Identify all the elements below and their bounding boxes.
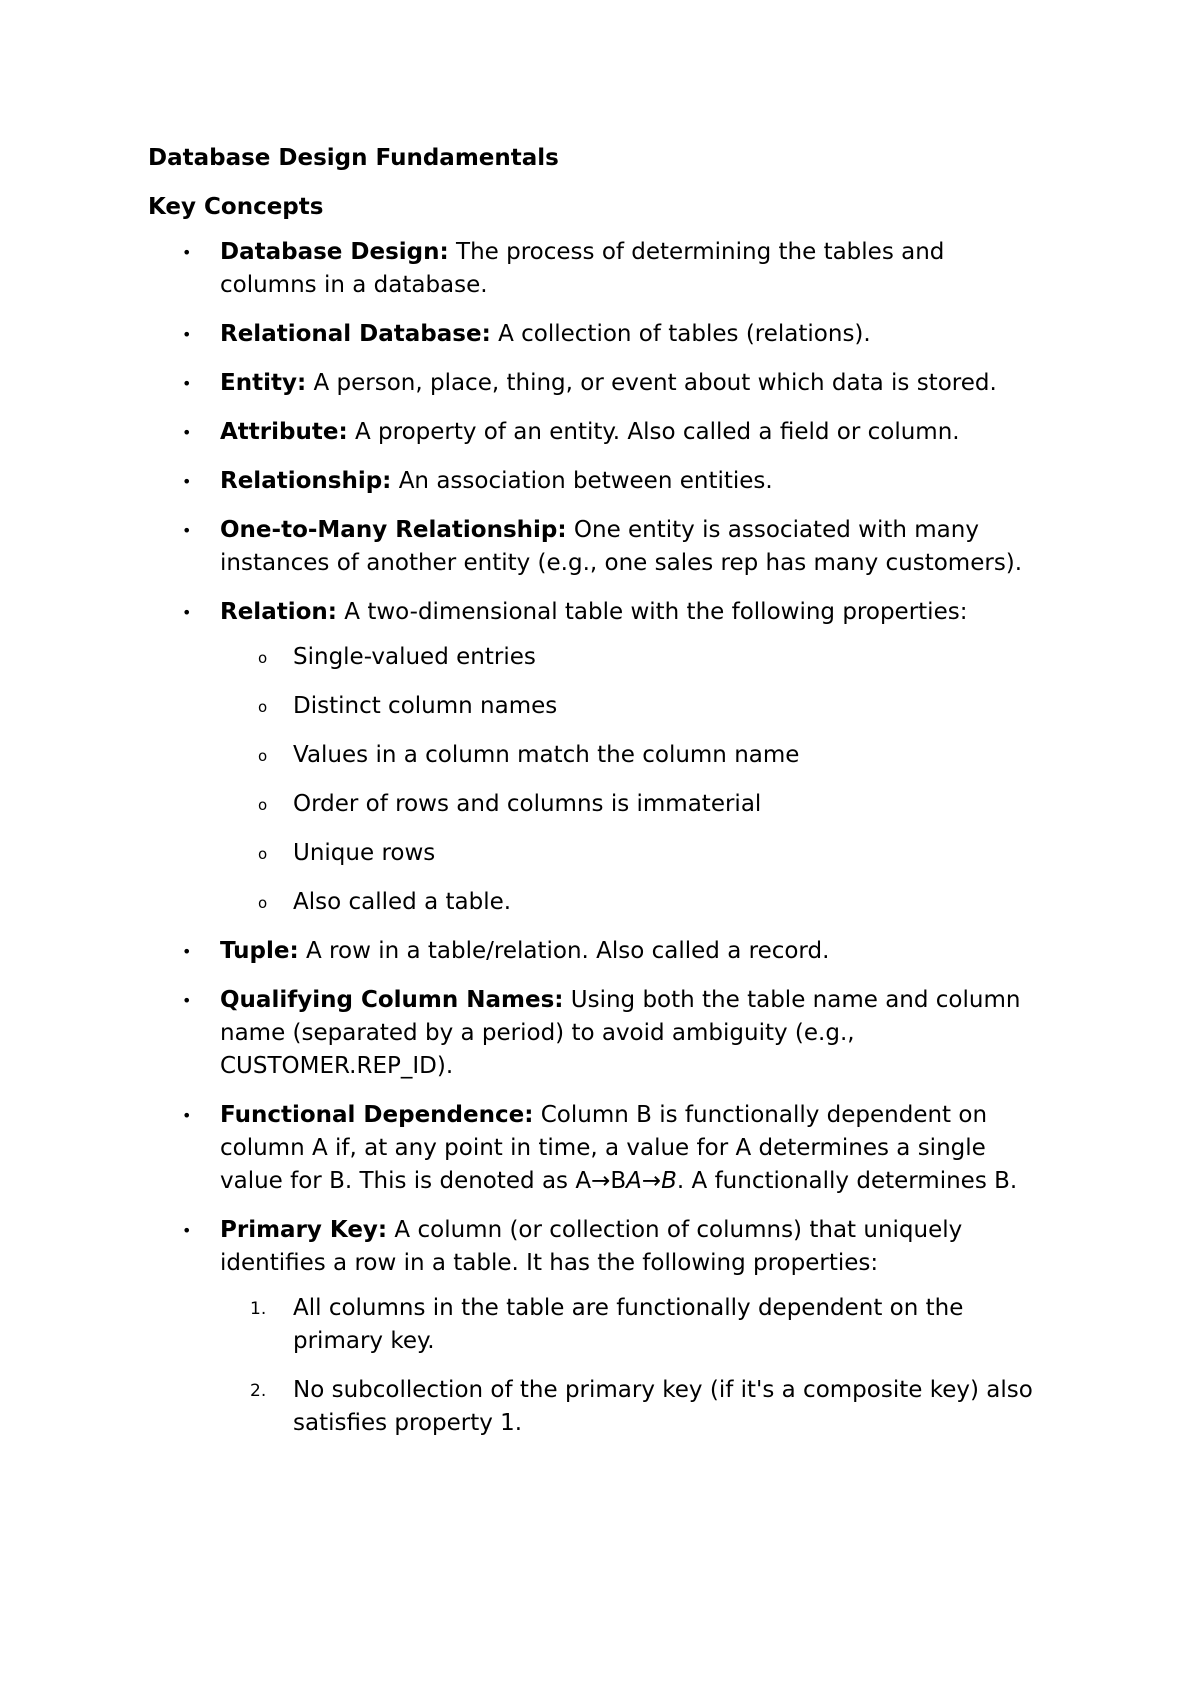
sub-list-item — [220, 837, 1048, 870]
term-label: Primary Key: — [220, 1217, 388, 1243]
term-label: Relational Database: — [220, 321, 491, 347]
bullet-icon: • — [182, 423, 192, 442]
term-label: Functional Dependence: — [220, 1102, 534, 1128]
term-label: Database Design: — [220, 239, 449, 265]
list-number: 2. — [250, 1381, 267, 1401]
sub-item-text: Distinct column names — [293, 693, 558, 719]
sub-list-item — [220, 739, 1048, 772]
list-item — [148, 984, 1048, 1083]
bullet-icon: • — [182, 243, 192, 262]
term-definition: An association between entities. — [391, 468, 773, 494]
list-item — [148, 935, 1048, 968]
bullet-icon: • — [182, 472, 192, 491]
section-heading: Key Concepts — [148, 194, 324, 220]
numbered-list-item — [220, 1292, 1048, 1358]
term-label: Relationship: — [220, 468, 392, 494]
sub-list-item — [220, 886, 1048, 919]
list-item — [148, 596, 1048, 919]
sub-bullet-icon: o — [258, 845, 268, 863]
sub-bullet-icon: o — [258, 894, 268, 912]
key-concepts-list — [148, 236, 1048, 1440]
term-definition: A row in a table/relation. Also called a record. — [298, 938, 830, 964]
term-label: One-to-Many Relationship: — [220, 517, 567, 543]
term-definition: A column (or collection of columns) that uniquely identifies a row in a table. It has the following properties: — [220, 1217, 963, 1276]
primary-key-properties-list — [220, 1292, 1048, 1440]
bullet-icon: • — [182, 374, 192, 393]
sub-bullet-icon: o — [258, 649, 268, 667]
sub-list-item — [220, 788, 1048, 821]
document-title: Database Design Fundamentals — [148, 145, 559, 171]
term-definition: Column B is functionally dependent on column A if, at any point in time, a value for A determines a single value for B. This is denoted as A→B — [220, 1102, 988, 1194]
term-label: Relation: — [220, 599, 337, 625]
numbered-item-text: All columns in the table are functionally dependent on the primary key. — [293, 1295, 964, 1354]
term-definition: One entity is associated with many instances of another entity (e.g., one sales rep has many customers). — [220, 517, 1023, 576]
bullet-icon: • — [182, 991, 192, 1010]
sub-bullet-icon: o — [258, 747, 268, 765]
sub-item-text: Also called a table. — [293, 889, 512, 915]
sub-bullet-icon: o — [258, 698, 268, 716]
term-definition: A two-dimensional table with the following properties: — [336, 599, 968, 625]
list-item — [148, 367, 1048, 400]
sub-list-item — [220, 690, 1048, 723]
numbered-list-item — [220, 1374, 1048, 1440]
term-label: Qualifying Column Names: — [220, 987, 564, 1013]
sub-item-text: Unique rows — [293, 840, 436, 866]
term-definition: Using both the table name and column name (separated by a period) to avoid ambiguity (e.g., CUSTOMER.REP_ID). — [220, 987, 1021, 1079]
numbered-item-text: No subcollection of the primary key (if it's a composite key) also satisfies property 1. — [293, 1377, 1033, 1436]
sub-item-text: Values in a column match the column name — [293, 742, 800, 768]
list-number: 1. — [250, 1299, 267, 1319]
sub-item-text: Single-valued entries — [293, 644, 536, 670]
term-definition: The process of determining the tables and columns in a database. — [220, 239, 945, 298]
bullet-icon: • — [182, 1106, 192, 1125]
list-item — [148, 236, 1048, 302]
term-label: Attribute: — [220, 419, 348, 445]
bullet-icon: • — [182, 1221, 192, 1240]
sub-bullet-icon: o — [258, 796, 268, 814]
list-item — [148, 318, 1048, 351]
list-item — [148, 465, 1048, 498]
bullet-icon: • — [182, 603, 192, 622]
term-definition: A collection of tables (relations). — [490, 321, 871, 347]
sub-item-text: Order of rows and columns is immaterial — [293, 791, 762, 817]
relation-properties-list — [220, 641, 1048, 919]
term-definition-math: A→B — [626, 1168, 677, 1194]
term-definition: A property of an entity. Also called a field or column. — [347, 419, 960, 445]
bullet-icon: • — [182, 325, 192, 344]
term-definition: A person, place, thing, or event about which data is stored. — [306, 370, 997, 396]
list-item — [148, 1214, 1048, 1440]
term-label: Entity: — [220, 370, 307, 396]
document-page — [148, 142, 1048, 1456]
bullet-icon: • — [182, 521, 192, 540]
list-item — [148, 1099, 1048, 1198]
term-definition-end: . A functionally determines B. — [676, 1168, 1018, 1194]
bullet-icon: • — [182, 942, 192, 961]
term-label: Tuple: — [220, 938, 299, 964]
sub-list-item — [220, 641, 1048, 674]
list-item — [148, 416, 1048, 449]
list-item — [148, 514, 1048, 580]
